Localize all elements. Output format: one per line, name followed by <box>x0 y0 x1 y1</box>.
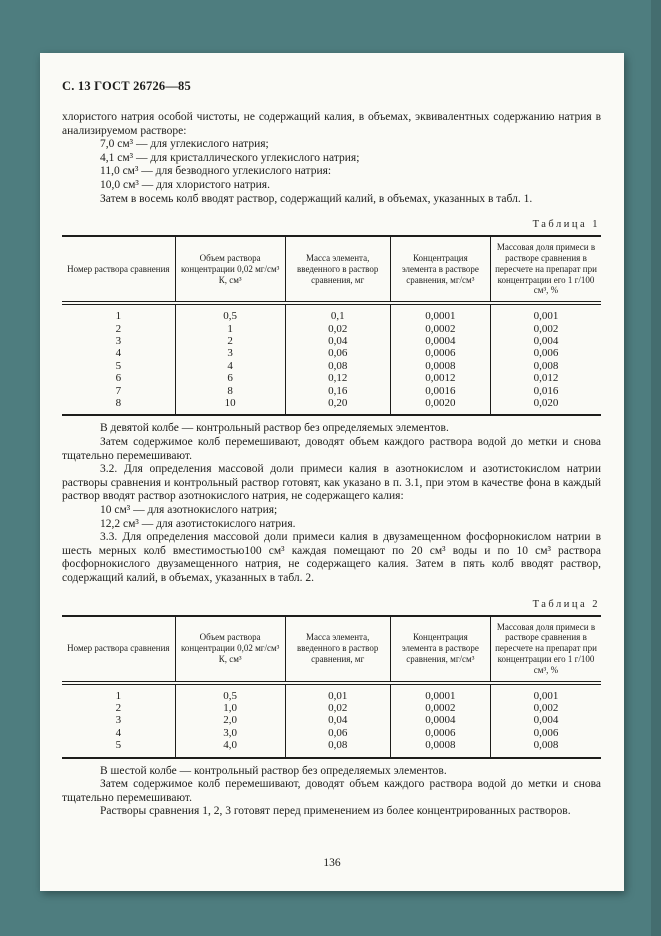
table-cell: 0,004 <box>490 714 601 726</box>
table-cell: 1 <box>115 310 122 323</box>
table-cell: 0,1 <box>285 303 390 322</box>
paragraph: В шестой колбе — контрольный раствор без определяемых элементов. <box>100 764 447 777</box>
volume-line: 10,0 см³ — для хлористого натрия. <box>100 178 270 191</box>
table-cell: 3 <box>175 347 285 359</box>
col-header-mass-fraction: Массовая доля примеси в растворе сравнения в пересчете на препарат при концентрации его 1 г/100 см³, % <box>490 236 601 303</box>
volume-line: 12,2 см³ — для азотистокислого натрия. <box>100 517 296 530</box>
table-cell: 0,008 <box>490 739 601 757</box>
table1-label: Таблица 1 <box>532 219 600 231</box>
table-cell: 0,04 <box>285 714 390 726</box>
table-cell: 0,020 <box>490 397 601 415</box>
table-row <box>62 739 601 757</box>
col-header-mass: Масса элемента, введенного в раствор сравнения, мг <box>285 236 390 303</box>
table-cell: 0,0001 <box>390 683 490 702</box>
table-cell: 0,0012 <box>390 372 490 384</box>
table-cell: 0,0006 <box>390 727 490 739</box>
paragraph: Затем содержимое колб перемешивают, доводят объем каждого раствора водой до метки и снова тщательно перемешивают. <box>62 435 601 462</box>
table-2 <box>62 615 601 759</box>
table-1 <box>62 235 601 416</box>
table-cell: 0,02 <box>285 323 390 335</box>
col-header-concentration: Концентрация элемента в растворе сравнения, мг/см³ <box>390 236 490 303</box>
col-header-solution-number: Номер раствора сравнения <box>62 616 175 683</box>
table-row <box>62 385 601 397</box>
table-cell: 0,0008 <box>390 739 490 757</box>
table-cell: 0,002 <box>490 323 601 335</box>
table-cell: 0,5 <box>175 303 285 322</box>
paragraph: Растворы сравнения 1, 2, 3 готовят перед применением из более концентрированных растворов. <box>100 805 571 818</box>
col-header-volume: Объем раствора концентрации 0,02 мг/см³ К, см³ <box>175 236 285 303</box>
col-header-volume: Объем раствора концентрации 0,02 мг/см³ К, см³ <box>175 616 285 683</box>
table-cell: 0,006 <box>490 727 601 739</box>
table-cell: 2 <box>115 701 122 714</box>
table-cell: 0,12 <box>285 372 390 384</box>
table-cell: 3 <box>115 714 122 727</box>
table-cell: 0,002 <box>490 702 601 714</box>
col-header-solution-number: Номер раствора сравнения <box>62 236 175 303</box>
table-row <box>62 727 601 739</box>
table-cell: 2 <box>175 335 285 347</box>
table-cell: 0,20 <box>285 397 390 415</box>
table-cell: 0,02 <box>285 702 390 714</box>
volume-line: 10 см³ — для азотнокислого натрия; <box>100 503 278 516</box>
table-cell: 0,04 <box>285 335 390 347</box>
table-cell: 3 <box>115 334 122 347</box>
table-row <box>62 683 601 702</box>
table-row <box>62 360 601 372</box>
page-content <box>40 53 624 819</box>
paragraph: 3.2. Для определения массовой доли примеси калия в азотнокислом и азотистокислом натрии растворы сравнения и контрольный раствор готовят, как указано в п. 3.1, при этом в качестве фона в каждый раствор вводят раствор азотнокислого натрия, не содержащего калия: <box>62 463 601 503</box>
table-cell: 5 <box>115 739 122 752</box>
table-cell: 0,0006 <box>390 347 490 359</box>
document-page <box>40 53 624 891</box>
table-cell: 0,0002 <box>390 702 490 714</box>
table-cell: 0,06 <box>285 347 390 359</box>
table-cell: 0,16 <box>285 385 390 397</box>
table-row <box>62 323 601 335</box>
table-row <box>62 372 601 384</box>
table-cell: 0,08 <box>285 739 390 757</box>
page-number: 136 <box>323 857 341 869</box>
table-cell: 0,006 <box>490 347 601 359</box>
paragraph: 3.3. Для определения массовой доли примеси калия в двузамещенном фосфорнокислом натрии в шесть мерных колб вместимостью100 см³ каждая помещают по 20 см³ воды и по 10 см³ раствора фосфорнокислого двузамещенного натрия, не содержащего калия. Затем в пять колб вводят раствор, содержащий калий, в объемах, указанных в табл. 2. <box>62 531 601 584</box>
table-cell: 8 <box>175 385 285 397</box>
table-cell: 0,06 <box>285 727 390 739</box>
table-cell: 0,001 <box>490 303 601 322</box>
table-row <box>62 702 601 714</box>
page-header: С. 13 ГОСТ 26726—85 <box>62 79 191 93</box>
table-cell: 5 <box>115 359 122 372</box>
table-row <box>62 714 601 726</box>
table-cell: 4 <box>115 726 122 739</box>
table-cell: 8 <box>115 396 122 409</box>
table-row <box>62 303 601 322</box>
table-cell: 0,0020 <box>390 397 490 415</box>
paragraph-lead: хлористого натрия особой чистоты, не содержащий калия, в объемах, эквивалентных содержанию натрия в анализируемом растворе: <box>62 111 601 137</box>
table-cell: 0,004 <box>490 335 601 347</box>
paragraph: Затем содержимое колб перемешивают, доводят объем каждого раствора водой до метки и снова тщательно перемешивают. <box>62 778 601 804</box>
table-row <box>62 335 601 347</box>
table-cell: 0,0004 <box>390 714 490 726</box>
table-cell: 0,08 <box>285 360 390 372</box>
table-cell: 1 <box>115 689 122 702</box>
table-cell: 0,0008 <box>390 360 490 372</box>
table-row <box>62 397 601 415</box>
table-header-row <box>62 236 601 303</box>
table-row <box>62 347 601 359</box>
table-cell: 6 <box>115 372 122 385</box>
table-cell: 0,0001 <box>390 303 490 322</box>
col-header-concentration: Концентрация элемента в растворе сравнения, мг/см³ <box>390 616 490 683</box>
table-cell: 4 <box>175 360 285 372</box>
table-cell: 0,5 <box>175 683 285 702</box>
table-cell: 0,012 <box>490 372 601 384</box>
table-cell: 1 <box>175 323 285 335</box>
table-cell: 4 <box>115 347 122 360</box>
volume-line: 4,1 см³ — для кристаллического углекислого натрия; <box>100 151 360 164</box>
table-cell: 7 <box>115 384 122 397</box>
table-cell: 4,0 <box>175 739 285 757</box>
volume-line: 7,0 см³ — для углекислого натрия; <box>100 138 269 151</box>
table-cell: 0,0004 <box>390 335 490 347</box>
table-cell: 0,0016 <box>390 385 490 397</box>
volume-line: 11,0 см³ — для безводного углекислого натрия: <box>100 165 332 178</box>
table-cell: 6 <box>175 372 285 384</box>
table-cell: 3,0 <box>175 727 285 739</box>
table-cell: 0,008 <box>490 360 601 372</box>
table-header-row <box>62 616 601 683</box>
table2-label: Таблица 2 <box>532 598 600 610</box>
table-cell: 0,001 <box>490 683 601 702</box>
paragraph: Затем в восемь колб вводят раствор, содержащий калий, в объемах, указанных в табл. 1. <box>100 192 533 205</box>
table-cell: 2 <box>115 322 122 335</box>
table-cell: 0,0002 <box>390 323 490 335</box>
table-cell: 1,0 <box>175 702 285 714</box>
col-header-mass-fraction: Массовая доля примеси в растворе сравнения в пересчете на препарат при концентрации его 1 г/100 см³, % <box>490 616 601 683</box>
table-cell: 10 <box>175 397 285 415</box>
table-cell: 0,01 <box>285 683 390 702</box>
col-header-mass: Масса элемента, введенного в раствор сравнения, мг <box>285 616 390 683</box>
table-cell: 0,016 <box>490 385 601 397</box>
paragraph: В девятой колбе — контрольный раствор без определяемых элементов. <box>100 422 449 435</box>
table-cell: 2,0 <box>175 714 285 726</box>
